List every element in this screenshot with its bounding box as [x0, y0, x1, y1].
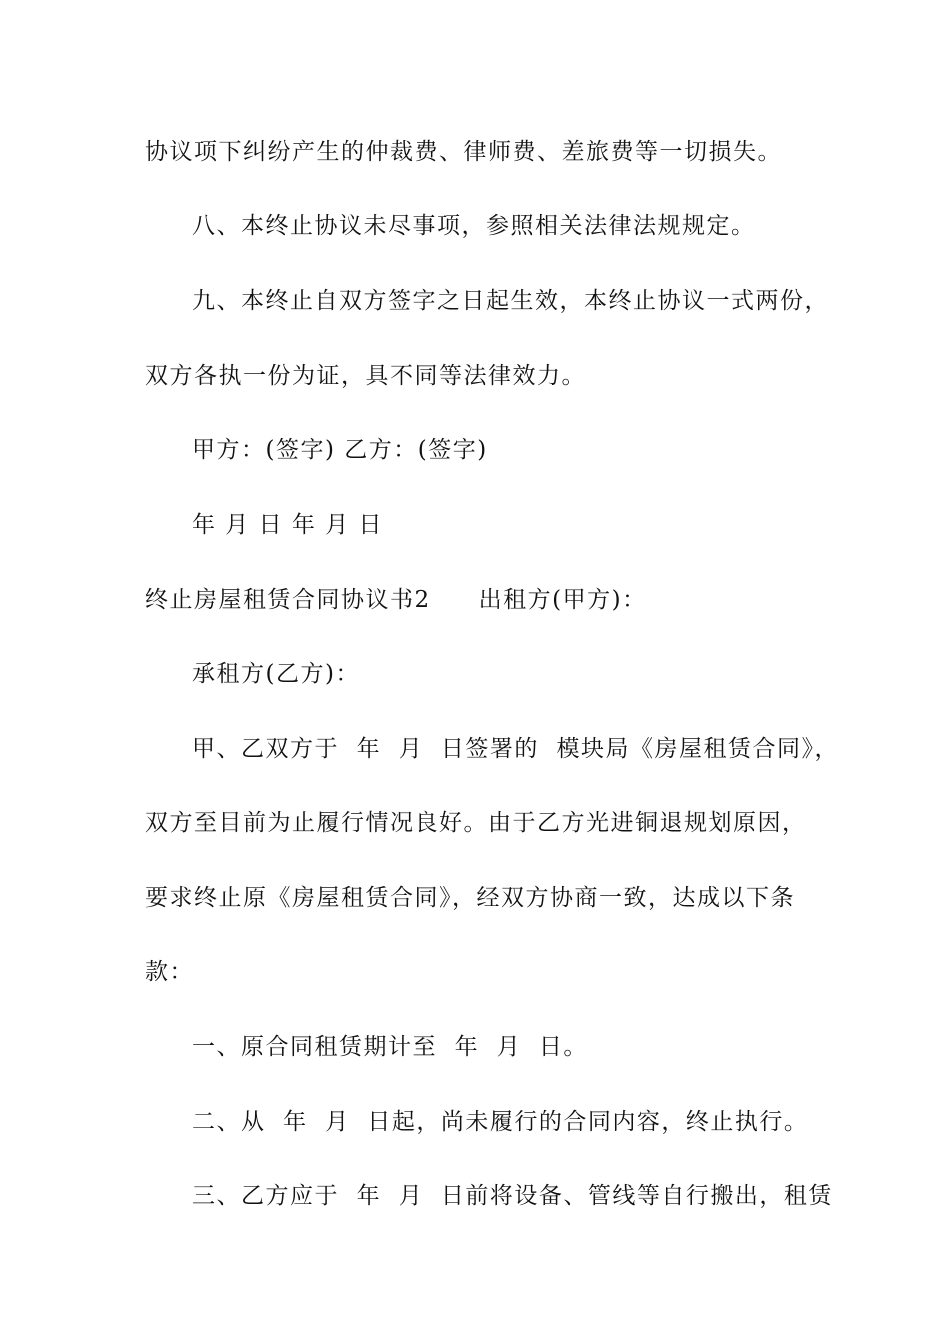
paragraph-line: 要求终止原《房屋租赁合同》，经双方协商一致，达成以下条 — [145, 885, 795, 911]
paragraph-line: 款： — [145, 959, 194, 985]
clause-9: 九、本终止自双方签字之日起生效，本终止协议一式两份， — [192, 288, 829, 314]
clause-3: 三、乙方应于 年 月 日前将设备、管线等自行搬出，租赁 — [192, 1183, 833, 1209]
clause-1: 一、原合同租赁期计至 年 月 日。 — [192, 1034, 588, 1060]
agreement-title: 终止房屋租赁合同协议书2 — [145, 587, 431, 613]
clause-2: 二、从 年 月 日起，尚未履行的合同内容，终止执行。 — [192, 1109, 809, 1135]
lessor-label: 出租方(甲方)： — [478, 587, 647, 613]
clause-8: 八、本终止协议未尽事项，参照相关法律法规规定。 — [192, 213, 756, 239]
date-line: 年 月 日 年 月 日 — [192, 512, 384, 538]
lessee-label: 承租方(乙方)： — [192, 661, 360, 687]
paragraph-line: 甲、乙双方于 年 月 日签署的 模块局《房屋租赁合同》， — [192, 736, 839, 762]
paragraph-line: 协议项下纠纷产生的仲裁费、律师费、差旅费等一切损失。 — [145, 139, 782, 165]
paragraph-line: 双方至目前为止履行情况良好。由于乙方光进铜退规划原因， — [145, 810, 807, 836]
signature-line: 甲方：(签字) 乙方：(签字) — [192, 437, 488, 463]
agreement-heading-line — [145, 585, 647, 615]
paragraph-line: 双方各执一份为证，具不同等法律效力。 — [145, 363, 586, 389]
